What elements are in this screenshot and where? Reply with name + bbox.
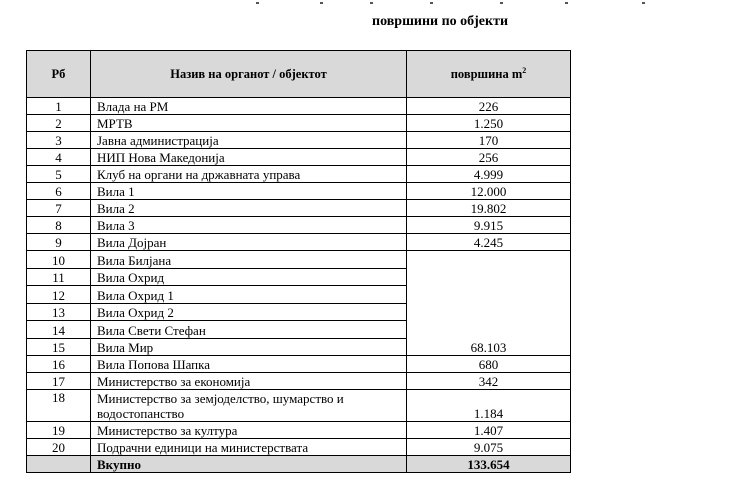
row-name: Подрачни единици на министерствата	[91, 439, 407, 456]
row-name: Вила Охрид 2	[91, 303, 407, 321]
row-name: Вила Билјана	[91, 251, 407, 269]
header-num: Рб	[27, 51, 91, 98]
row-num: 2	[27, 115, 91, 132]
total-num	[27, 456, 91, 473]
total-row	[27, 456, 571, 473]
row-num: 7	[27, 200, 91, 217]
row-num: 13	[27, 303, 91, 321]
row-area: 12.000	[407, 183, 571, 200]
row-num: 12	[27, 286, 91, 304]
row-num: 17	[27, 373, 91, 390]
row-area: 680	[407, 356, 571, 373]
row-num: 9	[27, 234, 91, 251]
header-name: Назив на органот / објектот	[91, 51, 407, 98]
row-name: Вила Охрид	[91, 268, 407, 286]
row-name: Министерство за земјоделство, шумарство и водостопанство	[91, 390, 407, 422]
row-area: 19.802	[407, 200, 571, 217]
row-name: Министерство за економија	[91, 373, 407, 390]
row-num: 10	[27, 251, 91, 269]
row-num: 8	[27, 217, 91, 234]
row-num: 18	[27, 390, 91, 422]
row-area: 170	[407, 132, 571, 149]
row-area: 9.075	[407, 439, 571, 456]
row-name: Клуб на органи на државната управа	[91, 166, 407, 183]
row-num: 5	[27, 166, 91, 183]
row-area: 9.915	[407, 217, 571, 234]
table-row	[27, 373, 571, 390]
table-row	[27, 390, 571, 422]
table-row	[27, 422, 571, 439]
row-area: 256	[407, 149, 571, 166]
row-name: Вила 1	[91, 183, 407, 200]
merged-area-cell: 68.103	[407, 251, 571, 356]
row-area: 1.407	[407, 422, 571, 439]
table-row	[27, 149, 571, 166]
row-name: Јавна администрација	[91, 132, 407, 149]
table-header-row	[27, 51, 571, 98]
row-name: Вила 3	[91, 217, 407, 234]
row-area: 342	[407, 373, 571, 390]
row-num: 20	[27, 439, 91, 456]
table-row	[27, 439, 571, 456]
total-label: Вкупно	[91, 456, 407, 473]
table-row	[27, 166, 571, 183]
table-row	[27, 98, 571, 115]
row-name: Вила Свети Стефан	[91, 321, 407, 339]
row-num: 11	[27, 268, 91, 286]
row-name: Влада на РМ	[91, 98, 407, 115]
row-num: 6	[27, 183, 91, 200]
row-name: Вила Дојран	[91, 234, 407, 251]
total-area: 133.654	[407, 456, 571, 473]
row-num: 14	[27, 321, 91, 339]
header-area: површина $m^2$	[407, 51, 571, 98]
table-row	[27, 234, 571, 251]
row-num: 4	[27, 149, 91, 166]
row-name: Вила Мир	[91, 338, 407, 356]
table-row	[27, 115, 571, 132]
row-area: 226	[407, 98, 571, 115]
row-num: 1	[27, 98, 91, 115]
row-num: 19	[27, 422, 91, 439]
row-area: 1.250	[407, 115, 571, 132]
row-area: 4.245	[407, 234, 571, 251]
row-area: 1.184	[407, 390, 571, 422]
table-heading: површини по објекти	[372, 14, 509, 29]
row-name: Вила 2	[91, 200, 407, 217]
row-num: 15	[27, 338, 91, 356]
table-row	[27, 183, 571, 200]
row-num: 3	[27, 132, 91, 149]
row-area: 4.999	[407, 166, 571, 183]
row-name: МРТВ	[91, 115, 407, 132]
objects-area-table	[26, 50, 571, 473]
table-row	[27, 356, 571, 373]
row-name: Министерство за култура	[91, 422, 407, 439]
row-name: Вила Охрид 1	[91, 286, 407, 304]
row-name: НИП Нова Македонија	[91, 149, 407, 166]
cropped-text-fragments	[250, 0, 650, 8]
table-row	[27, 217, 571, 234]
row-num: 16	[27, 356, 91, 373]
table-row	[27, 132, 571, 149]
table-row	[27, 200, 571, 217]
table-row	[27, 251, 571, 269]
row-name: Вила Попова Шапка	[91, 356, 407, 373]
